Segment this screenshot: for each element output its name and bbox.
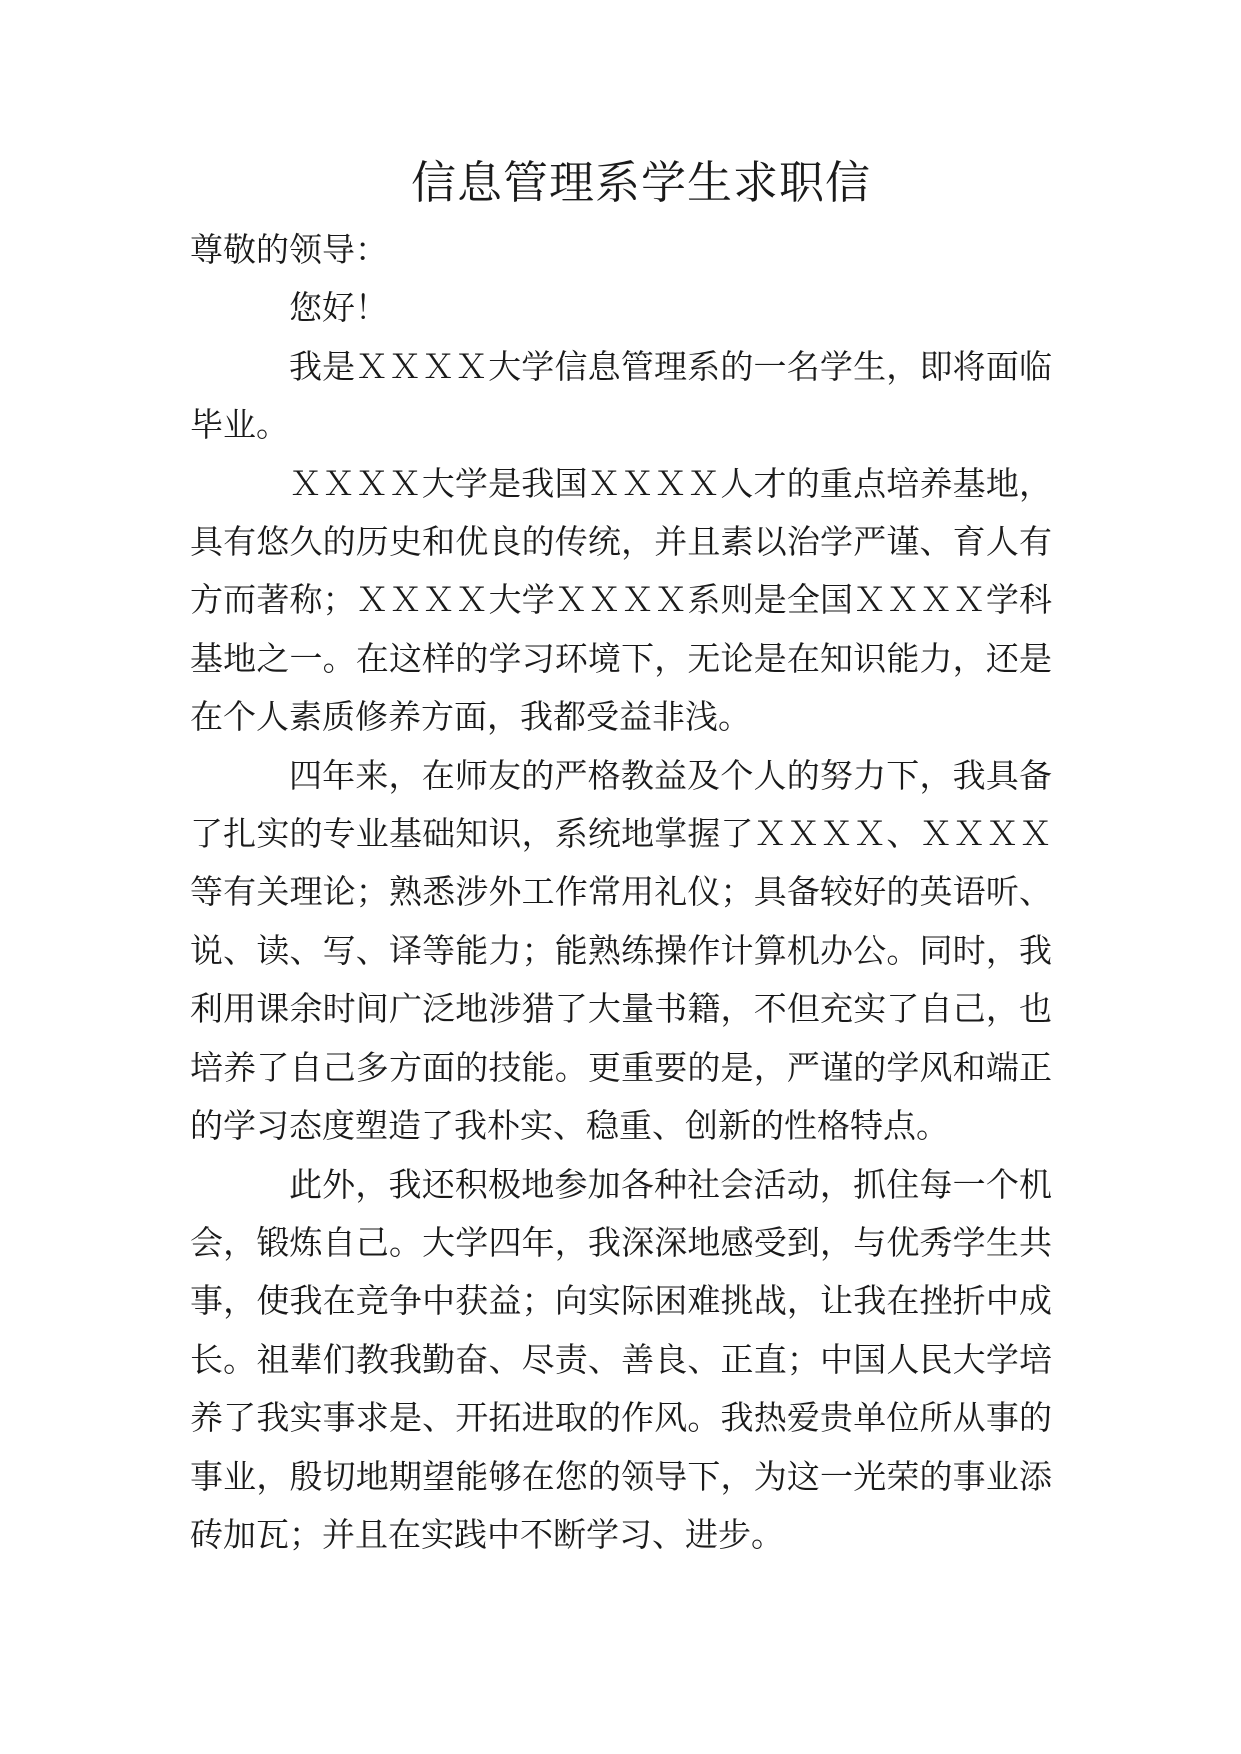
paragraph-intro: 我是ＸＸＸＸ大学信息管理系的一名学生，即将面临毕业。 bbox=[190, 346, 1052, 445]
paragraph-skills: 四年来，在师友的严格教益及个人的努力下，我具备了扎实的专业基础知识，系统地掌握了ＸＸＸＸ、ＸＸＸＸ等有关理论；熟悉涉外工作常用礼仪；具备较好的英语听、说、读、写、译等能力；能熟练操作计算机办公。同时，我利用课余时间广泛地涉猎了大量书籍，不但充实了自己，也培养了自己多方面的技能。更重要的是，严谨的学风和端正的学习态度塑造了我朴实、稳重、创新的性格特点。 bbox=[190, 755, 1052, 1146]
paragraph-activities: 此外，我还积极地参加各种社会活动，抓住每一个机会，锻炼自己。大学四年，我深深地感受到，与优秀学生共事，使我在竞争中获益；向实际困难挑战，让我在挫折中成长。祖辈们教我勤奋、尽责、善良、正直；中国人民大学培养了我实事求是、开拓进取的作风。我热爱贵单位所从事的事业，殷切地期望能够在您的领导下，为这一光荣的事业添砖加瓦；并且在实践中不断学习、进步。 bbox=[190, 1164, 1052, 1554]
salutation: 尊敬的领导： bbox=[190, 230, 388, 269]
paragraph-university: ＸＸＸＸ大学是我国ＸＸＸＸ人才的重点培养基地，具有悠久的历史和优良的传统，并且素以治学严谨、育人有方而著称；ＸＸＸＸ大学ＸＸＸＸ系则是全国ＸＸＸＸ学科基地之一。在这样的学习环境下，无论是在知识能力，还是在个人素质修养方面，我都受益非浅。 bbox=[190, 463, 1052, 737]
document-title: 信息管理系学生求职信 bbox=[410, 156, 871, 209]
greeting: 您好！ bbox=[289, 288, 388, 328]
document-page bbox=[190, 148, 1052, 1564]
